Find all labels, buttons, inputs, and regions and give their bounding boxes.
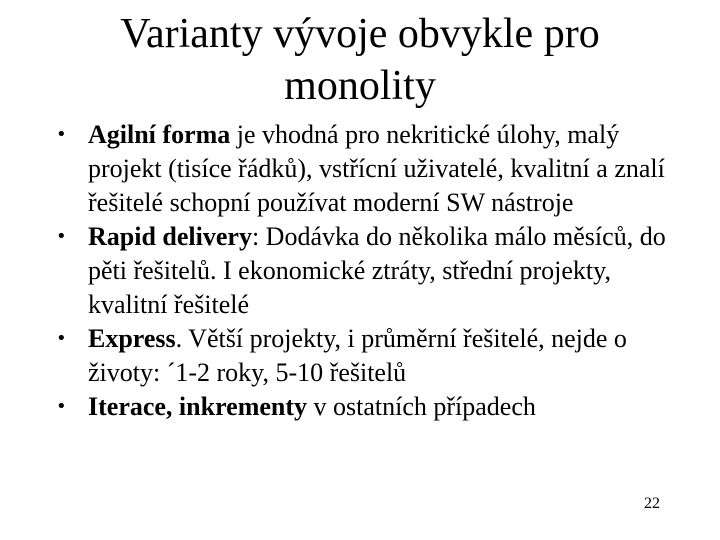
bullet-term: Rapid delivery	[88, 222, 252, 251]
bullet-dot-icon: •	[56, 226, 67, 247]
bullet-term: Agilní forma	[88, 120, 231, 149]
slide-title	[60, 8, 660, 112]
bullet-item-rapid-delivery	[56, 220, 688, 322]
bullet-dot-icon: •	[56, 124, 67, 145]
slide-title-line-1: Varianty vývoje obvykle pro	[120, 11, 600, 57]
bullet-list	[56, 118, 688, 424]
bullet-text: . Větší projekty, i průměrní řešitelé, nejde o životy: ´1-2 roky, 5-10 řešitelů	[88, 324, 627, 387]
bullet-item-express	[56, 322, 688, 390]
bullet-dot-icon: •	[56, 396, 67, 417]
bullet-dot-icon: •	[56, 328, 67, 349]
page-number: 22	[644, 495, 660, 512]
bullet-item-iterations	[56, 390, 688, 424]
bullet-term: Express	[88, 324, 176, 353]
bullet-text: je vhodná pro nekritické úlohy, malý projekt (tisíce řádků), vstřícní uživatelé, kvalitní a znalí řešitelé schopní používat moderní SW nástroje	[88, 120, 665, 217]
bullet-item-agile	[56, 118, 688, 220]
bullet-term: Iterace, inkrementy	[88, 392, 308, 421]
bullet-text: : Dodávka do několika málo měsíců, do pěti řešitelů. I ekonomické ztráty, střední projekty, kvalitní řešitelé	[88, 222, 666, 319]
bullet-text: v ostatních případech	[307, 392, 536, 421]
slide-title-line-2: monolity	[284, 63, 436, 109]
